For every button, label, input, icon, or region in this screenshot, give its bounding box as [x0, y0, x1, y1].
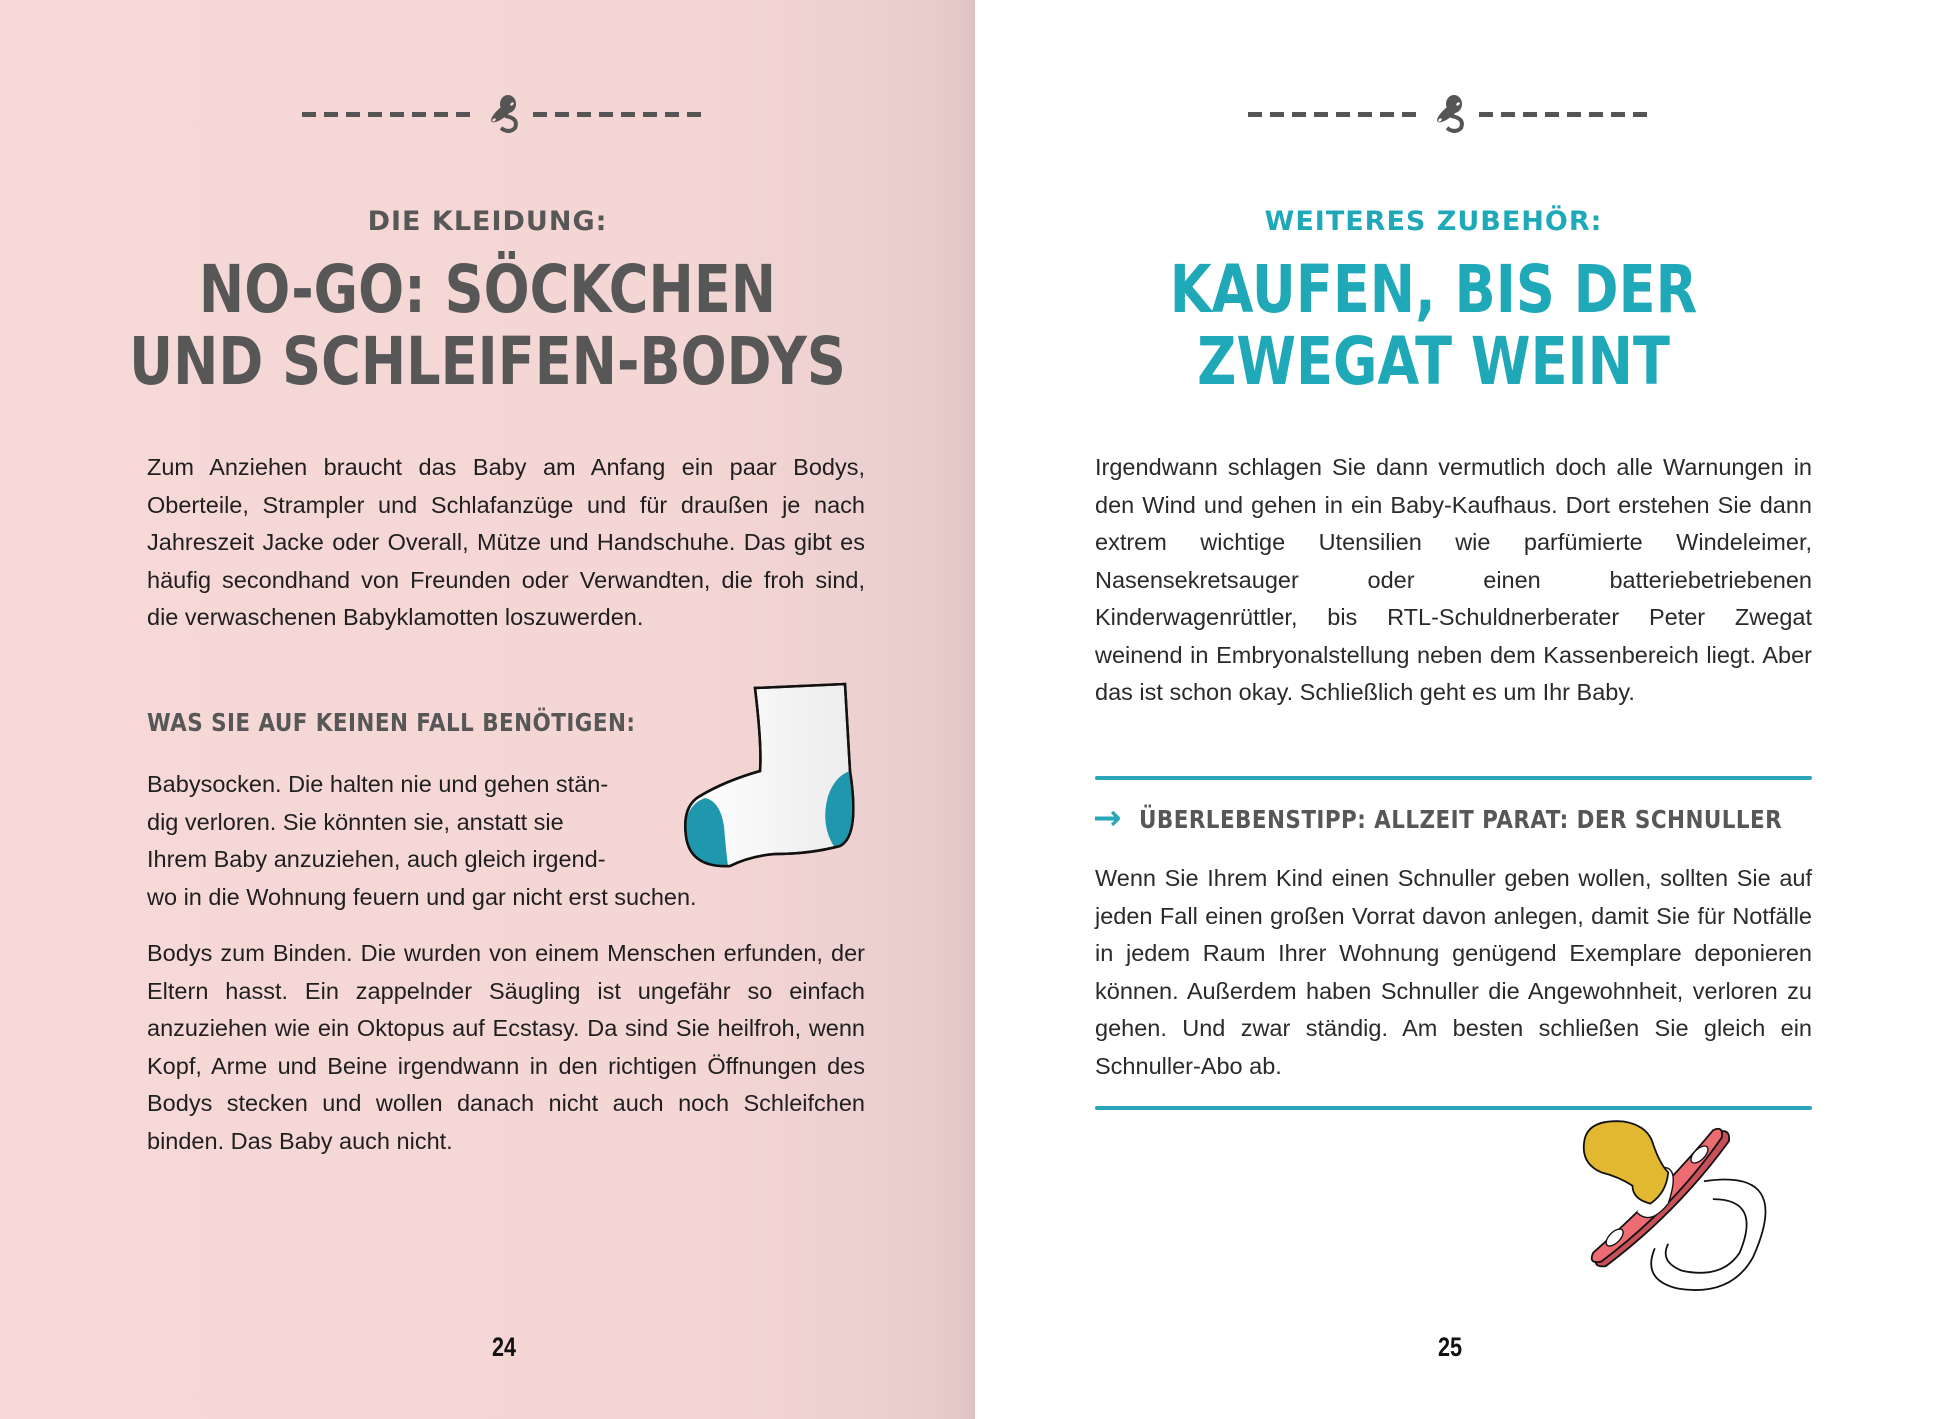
section-kicker: WEITERES ZUBEHÖR:: [1264, 206, 1603, 237]
dashed-line: [302, 112, 477, 117]
tip-box-top-rule: [1095, 776, 1812, 780]
headline-line-2: ZWEGAT WEINT: [1197, 323, 1670, 400]
dashed-line: [533, 112, 708, 117]
page-number: 24: [491, 1332, 517, 1362]
dashed-line: [1248, 112, 1423, 117]
headline-line-1: NO-GO: SÖCKCHEN: [198, 251, 777, 328]
pacifier-divider-ornament: [295, 92, 715, 136]
tip-heading: ÜBERLEBENSTIPP: ALLZEIT PARAT: DER SCHNULLER: [1139, 805, 1783, 834]
socks-line: dig verloren. Sie könnten sie, anstatt sie: [147, 808, 564, 835]
pacifier-icon: [1429, 92, 1473, 136]
bodys-paragraph: Bodys zum Binden. Die wurden von einem Menschen erfunden, der Eltern hasst. Ein zappelnder Säugling ist ungefähr so einfach anzuziehen wie ein Oktopus auf Ecstasy. Da sind Sie heilfroh, wenn Kopf, Arme und Beine irgendwann in den richtigen Öffnungen des Bodys stecken und wollen danach nicht auch noch Schleifchen binden. Das Baby auch nicht.: [147, 940, 865, 1154]
right-page: [975, 0, 1946, 1419]
pacifier-illustration: [1570, 1112, 1820, 1322]
headline-line-2: UND SCHLEIFEN-BODYS: [129, 323, 846, 400]
subheading: WAS SIE AUF KEINEN FALL BENÖTIGEN:: [147, 708, 636, 737]
intro-paragraph: Irgendwann schlagen Sie dann vermutlich doch alle Warnungen in den Wind und gehen in ein Baby-Kaufhaus. Dort erstehen Sie dann extrem wichtige Utensilien wie parfümierte Windeleimer, Nasensekretsauger oder einen batteriebetriebenen Kinderwagenrüttler, bis RTL-Schuldnerberater Peter Zwegat weinend in Embryonalstellung neben dem Kassenbereich liegt. Aber das ist schon okay. Schließlich geht es um Ihr Baby.: [1095, 454, 1812, 705]
arrow-right-icon: →: [1093, 798, 1122, 838]
socks-line: wo in die Wohnung feuern und gar nicht erst suchen.: [147, 883, 697, 910]
headline-line-1: KAUFEN, BIS DER: [1169, 251, 1698, 328]
sock-illustration: [680, 676, 870, 876]
dashed-line: [1479, 112, 1654, 117]
section-kicker: DIE KLEIDUNG:: [367, 206, 608, 237]
intro-paragraph: Zum Anziehen braucht das Baby am Anfang ein paar Bodys, Oberteile, Strampler und Schlafanzüge und für draußen je nach Jahreszeit Jacke oder Overall, Mütze und Handschuhe. Das gibt es häufig secondhand von Freunden oder Verwandten, die froh sind, die verwaschenen Babyklamotten loszuwerden.: [147, 454, 865, 630]
pacifier-divider-ornament: [1241, 92, 1661, 136]
socks-line: Babysocken. Die halten nie und gehen stän-: [147, 771, 609, 797]
socks-paragraph: [147, 766, 697, 916]
pacifier-icon: [483, 92, 527, 136]
tip-box-bottom-rule: [1095, 1106, 1812, 1110]
tip-paragraph: Wenn Sie Ihrem Kind einen Schnuller geben wollen, sollten Sie auf jeden Fall einen großen Vorrat davon anlegen, damit Sie für Notfälle in jedem Raum Ihrer Wohnung genügend Exemplare deponieren können. Außerdem haben Schnuller die Angewohnheit, verloren zu gehen. Und zwar ständig. Am besten schließen Sie gleich ein Schnuller-Abo ab.: [1095, 865, 1812, 1079]
page-number: 25: [1437, 1332, 1463, 1362]
socks-line: Ihrem Baby anzuziehen, auch gleich irgend-: [147, 846, 606, 872]
